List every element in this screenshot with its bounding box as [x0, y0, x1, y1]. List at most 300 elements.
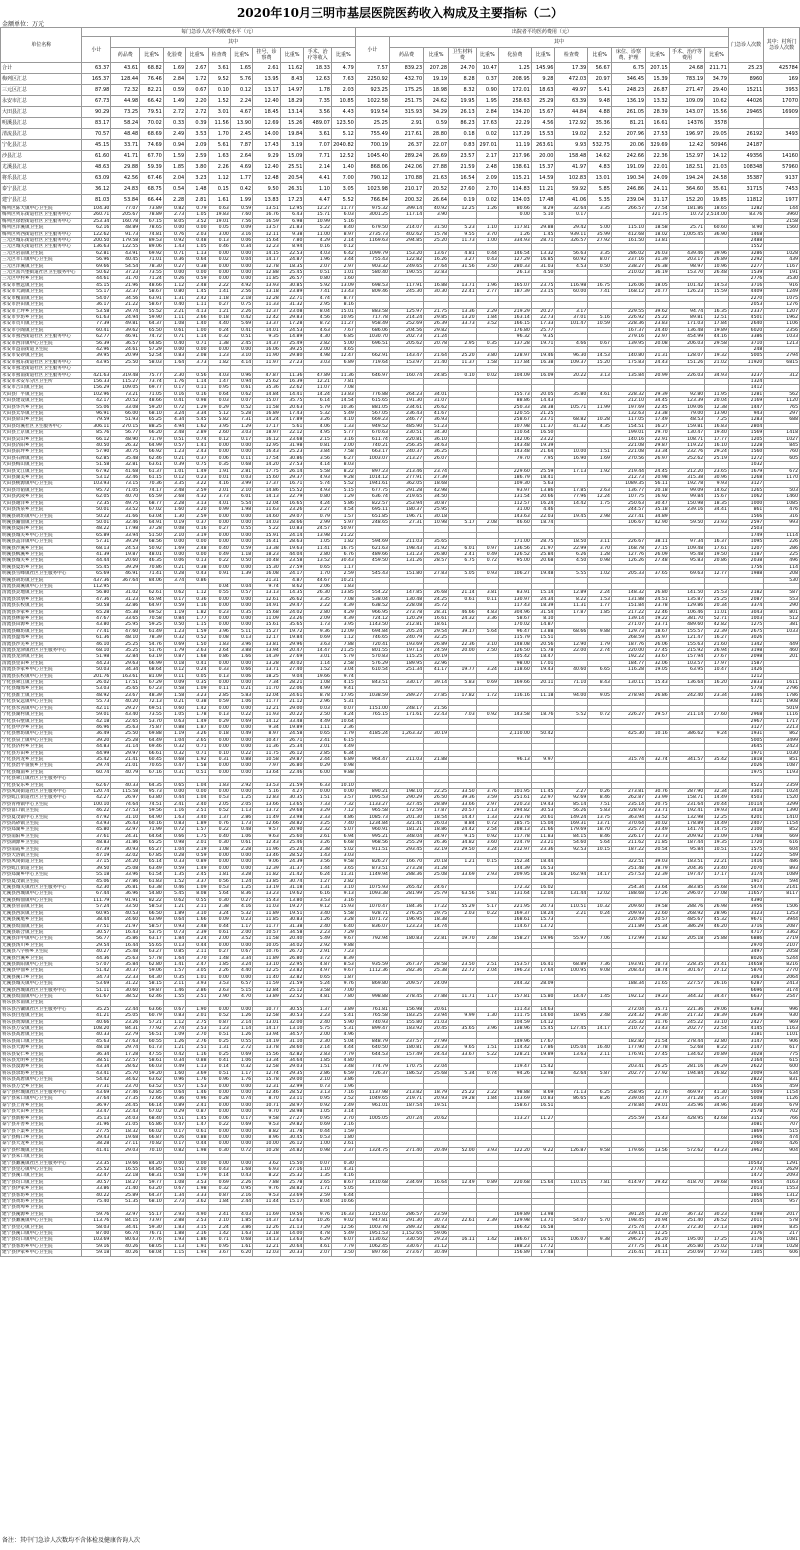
value-cell: 273.78: [389, 609, 423, 615]
value-cell: 2.52: [588, 129, 612, 140]
value-cell: 192.41: [669, 808, 704, 814]
value-cell: 27.45: [646, 1051, 670, 1057]
value-cell: 6637: [728, 993, 763, 999]
value-cell: 18.26: [531, 872, 555, 878]
value-cell: 688: [764, 417, 800, 423]
value-cell: 7.33: [304, 801, 332, 807]
value-cell: 9.06: [253, 859, 281, 865]
value-cell: 48.48: [111, 129, 140, 140]
value-cell: 344.32: [669, 993, 704, 999]
value-cell: 213.46: [389, 468, 423, 474]
value-cell: 195.00: [669, 1237, 704, 1243]
value-cell: 14.19: [253, 1038, 281, 1044]
value-cell: 33.48: [280, 718, 304, 724]
value-cell: 11.85: [253, 917, 281, 923]
value-cell: 1.40: [331, 162, 355, 173]
value-cell: 18.79: [424, 1090, 449, 1096]
value-cell: 28.82: [280, 821, 304, 827]
value-cell: 5.64: [588, 840, 612, 846]
value-cell: 26.80: [424, 551, 449, 557]
value-cell: 19.84: [280, 635, 304, 641]
header-out-col: 检查费: [208, 48, 230, 63]
value-cell: 60.79: [140, 1013, 164, 1019]
value-cell: 18.38: [424, 917, 449, 923]
value-cell: 8.82: [253, 1128, 281, 1134]
value-cell: 0.76: [208, 821, 230, 827]
value-cell: 1.25: [498, 63, 531, 74]
value-cell: 77.07: [111, 206, 140, 212]
value-cell: 2.51: [186, 1045, 208, 1051]
value-cell: 0.00: [230, 1160, 252, 1166]
value-cell: 13.10: [253, 961, 281, 967]
value-cell: 18.33: [304, 63, 332, 74]
value-cell: 14.47: [304, 648, 332, 654]
value-cell: 12.51: [705, 314, 729, 320]
value-cell: 476: [764, 507, 800, 513]
value-cell: 4.87: [304, 961, 332, 967]
value-cell: 0.81: [304, 443, 332, 449]
value-cell: 1.26: [304, 917, 332, 923]
value-cell: 20.05: [531, 391, 555, 397]
value-cell: 5.16: [588, 314, 612, 320]
value-cell: 5244: [764, 955, 800, 961]
value-cell: 14376: [669, 118, 704, 129]
value-cell: 258.63: [498, 96, 531, 107]
value-cell: 226: [764, 539, 800, 545]
value-cell: 215.92: [669, 648, 704, 654]
value-cell: 765: [764, 404, 800, 410]
value-cell: 128.44: [111, 74, 140, 85]
value-cell: 1.98: [186, 1147, 208, 1153]
page-title: 2020年10月三明市基层医院医药收入构成及主要指标（二）: [236, 6, 564, 20]
value-cell: 21.54: [646, 1038, 670, 1044]
value-cell: 3493: [764, 129, 800, 140]
value-cell: 15.51: [531, 635, 555, 641]
value-cell: 19.43: [531, 667, 555, 673]
value-cell: 28.38: [531, 404, 555, 410]
value-cell: 20.64: [280, 1243, 304, 1249]
value-cell: 1.18: [208, 295, 230, 301]
value-cell: 23.93: [705, 519, 729, 525]
value-cell: 9.67: [331, 968, 355, 974]
value-cell: 21.01: [111, 763, 140, 769]
value-cell: 25.22: [449, 1090, 477, 1096]
value-cell: 18.44: [531, 859, 555, 865]
value-cell: 1022.58: [355, 96, 389, 107]
value-cell: 26.69: [424, 151, 449, 162]
value-cell: 131.23: [389, 551, 423, 557]
value-cell: 71.01: [140, 257, 164, 263]
value-cell: 0.80: [304, 494, 332, 500]
value-cell: 0.93: [163, 923, 185, 929]
value-cell: 35.42: [705, 756, 729, 762]
value-cell: 17.87: [424, 808, 449, 814]
value-cell: 321.75: [646, 212, 670, 218]
value-cell: 43.41: [82, 1070, 111, 1076]
value-cell: 181.21: [389, 827, 423, 833]
value-cell: 6.33: [304, 782, 332, 788]
value-cell: 50.58: [82, 603, 111, 609]
value-cell: 27.45: [646, 648, 670, 654]
value-cell: 201.76: [82, 673, 111, 679]
value-cell: 16.51: [531, 1102, 555, 1108]
value-cell: 3578: [705, 118, 729, 129]
value-cell: 3.34: [186, 411, 208, 417]
value-cell: 2.56: [230, 289, 252, 295]
value-cell: 68.75: [140, 184, 164, 195]
value-cell: 221.95: [498, 904, 531, 910]
value-cell: 2796: [764, 686, 800, 692]
value-cell: 1506: [764, 904, 800, 910]
value-cell: 112.95: [82, 583, 111, 589]
value-cell: 211.14: [669, 712, 704, 718]
value-cell: 3.58: [304, 987, 332, 993]
value-cell: 265.80: [669, 1243, 704, 1249]
value-cell: 30.43: [331, 558, 355, 564]
value-cell: 485.67: [669, 917, 704, 923]
value-cell: 17.85: [555, 487, 588, 493]
unit-name-cell: 沙县青州镇中心卫生院: [1, 801, 82, 807]
value-cell: 7.31: [230, 417, 252, 423]
value-cell: 30.02: [646, 821, 670, 827]
value-cell: 0.41: [230, 327, 252, 333]
value-cell: 0.00: [230, 564, 252, 570]
value-cell: 48.89: [111, 225, 140, 231]
value-cell: 143.47: [389, 353, 423, 359]
value-cell: 18.95: [555, 1013, 588, 1019]
value-cell: 29.06: [705, 1006, 729, 1012]
value-cell: 1.58: [186, 763, 208, 769]
value-cell: 4503: [728, 795, 763, 801]
value-cell: 2.72: [163, 107, 185, 118]
value-cell: 851: [764, 756, 800, 762]
value-cell: 2.36: [331, 724, 355, 730]
value-cell: 40.33: [111, 782, 140, 788]
value-cell: 10.28: [253, 1147, 281, 1153]
value-cell: 94.74: [669, 308, 704, 314]
value-cell: 24.82: [280, 1147, 304, 1153]
value-cell: 312: [764, 372, 800, 378]
value-cell: 33.10: [705, 1019, 729, 1025]
value-cell: 6.03: [331, 212, 355, 218]
value-cell: 3.13: [588, 372, 612, 378]
value-cell: 47.67: [82, 616, 111, 622]
value-cell: 2503: [728, 526, 763, 532]
value-cell: 60.16: [140, 821, 164, 827]
value-cell: 72.32: [111, 85, 140, 96]
value-cell: 16.50: [531, 430, 555, 436]
value-cell: 64.85: [140, 1166, 164, 1172]
value-cell: 31.56: [449, 263, 477, 269]
value-cell: 0.58: [163, 1173, 185, 1179]
value-cell: 20.68: [531, 558, 555, 564]
value-cell: 9.28: [531, 74, 555, 85]
value-cell: 4.93: [304, 487, 332, 493]
value-cell: 18.29: [280, 96, 304, 107]
value-cell: 0.00: [230, 788, 252, 794]
unit-name-cell: 清流县沙芜乡卫生院: [1, 641, 82, 647]
value-cell: 25.77: [531, 327, 555, 333]
value-cell: 19.46: [531, 353, 555, 359]
value-cell: 6.93: [253, 1166, 281, 1172]
value-cell: 31.23: [111, 596, 140, 602]
value-cell: 0.51: [304, 270, 332, 276]
value-cell: 9.29: [253, 151, 281, 162]
value-cell: 43.40: [111, 712, 140, 718]
value-cell: 554.22: [355, 590, 389, 596]
value-cell: 11920: [728, 359, 763, 365]
value-cell: 0.00: [230, 769, 252, 775]
value-cell: 24.32: [449, 616, 477, 622]
unit-name-cell: 沙县夏茂镇卫生院: [1, 878, 82, 884]
value-cell: 19.71: [531, 340, 555, 346]
value-cell: 26.12: [280, 750, 304, 756]
value-cell: 20.94: [646, 1218, 670, 1224]
value-cell: 239.11: [611, 1231, 645, 1237]
unit-name-cell: 永安市燕东街道社区卫生服务中心: [1, 359, 82, 365]
value-cell: 56.11: [646, 481, 670, 487]
value-cell: 73.89: [140, 206, 164, 212]
value-cell: 211.03: [389, 756, 423, 762]
value-cell: 69.52: [140, 609, 164, 615]
value-cell: 2040.82: [331, 140, 355, 151]
value-cell: 61.73: [140, 1045, 164, 1051]
value-cell: 35.25: [82, 1006, 111, 1012]
value-cell: 3960: [764, 212, 800, 218]
value-cell: 33.96: [111, 872, 140, 878]
value-cell: 1.79: [588, 641, 612, 647]
value-cell: 29.27: [111, 705, 140, 711]
value-cell: 235.32: [611, 1019, 645, 1025]
value-cell: 156.33: [82, 378, 111, 384]
value-cell: 3.59: [476, 795, 498, 801]
value-cell: 169.37: [498, 910, 531, 916]
value-cell: 14.89: [280, 334, 304, 340]
value-cell: 14.47: [555, 993, 588, 999]
value-cell: 2.38: [208, 904, 230, 910]
value-cell: 87.00: [82, 1231, 111, 1237]
value-cell: 55.17: [82, 289, 111, 295]
value-cell: 0.86: [186, 577, 208, 583]
value-cell: 111.43: [498, 1006, 531, 1012]
value-cell: 0.10: [208, 750, 230, 756]
value-cell: 20.11: [531, 680, 555, 686]
value-cell: 903.32: [355, 263, 389, 269]
value-cell: 7.29: [304, 1224, 332, 1230]
value-cell: 669.23: [355, 417, 389, 423]
value-cell: 0.53: [304, 1134, 332, 1140]
value-cell: 209.92: [669, 833, 704, 839]
value-cell: 25.59: [531, 468, 555, 474]
value-cell: 3127: [728, 724, 763, 730]
value-cell: 15.09: [280, 151, 304, 162]
value-cell: 1569: [728, 430, 763, 436]
value-cell: 28.82: [280, 1186, 304, 1192]
value-cell: 18.54: [424, 814, 449, 820]
value-cell: 64.37: [140, 1192, 164, 1198]
value-cell: 0.08: [208, 635, 230, 641]
value-cell: 38.51: [82, 1058, 111, 1064]
value-cell: 570.83: [355, 654, 389, 660]
value-cell: 3.27: [449, 257, 477, 263]
value-cell: 8.08: [186, 891, 208, 897]
header-outpatient-group: 每门急诊人次平均收费水平（元）: [82, 28, 355, 37]
value-cell: 61.36: [82, 635, 111, 641]
unit-name-cell: 将乐县漠源乡卫生院: [1, 1064, 82, 1070]
value-cell: 23.21: [531, 840, 555, 846]
value-cell: 0.64: [208, 391, 230, 397]
value-cell: 0.00: [208, 513, 230, 519]
value-cell: 1.42: [186, 705, 208, 711]
value-cell: 30.19: [424, 731, 449, 737]
unit-name-cell: 永安市燕西街道社区卫生服务中心: [1, 334, 82, 340]
value-cell: 0.39: [186, 118, 208, 129]
value-cell: 421.63: [82, 372, 111, 378]
value-cell: 1.15: [186, 622, 208, 628]
value-cell: 0.06: [208, 455, 230, 461]
value-cell: 217.32: [669, 1013, 704, 1019]
value-cell: 71.99: [140, 827, 164, 833]
value-cell: 5.10: [531, 212, 555, 218]
value-cell: 86.23: [449, 118, 477, 129]
value-cell: 2.61: [253, 63, 281, 74]
value-cell: 13.19: [253, 885, 281, 891]
value-cell: 7.97: [253, 763, 281, 769]
value-cell: 11.82: [253, 872, 281, 878]
value-cell: 21.22: [111, 302, 140, 308]
value-cell: 12.58: [253, 1064, 281, 1070]
value-cell: 150.98: [669, 500, 704, 506]
value-cell: 1.82: [208, 359, 230, 365]
value-cell: 1.12: [186, 590, 208, 596]
value-cell: 221.08: [611, 449, 645, 455]
value-cell: 61.54: [140, 872, 164, 878]
value-cell: 0.24: [588, 910, 612, 916]
value-cell: 115.25: [389, 654, 423, 660]
value-cell: 0.00: [208, 744, 230, 750]
value-cell: 19.27: [280, 904, 304, 910]
value-cell: 3.10: [476, 641, 498, 647]
value-cell: 3.29: [304, 808, 332, 814]
value-cell: 29.80: [280, 353, 304, 359]
value-cell: 103.93: [82, 481, 111, 487]
value-cell: 30.85: [280, 282, 304, 288]
value-cell: 1265: [728, 487, 763, 493]
value-cell: 41.39: [82, 551, 111, 557]
value-cell: 9.36: [304, 628, 332, 634]
value-cell: 168.61: [498, 917, 531, 923]
value-cell: 0.00: [230, 449, 252, 455]
value-cell: 40.92: [424, 206, 449, 212]
value-cell: 29.00: [280, 705, 304, 711]
value-cell: 0.59: [230, 545, 252, 551]
value-cell: 42.30: [82, 885, 111, 891]
value-cell: 12.25: [646, 1231, 670, 1237]
value-cell: 0.95: [208, 1243, 230, 1249]
value-cell: 1.34: [163, 1192, 185, 1198]
value-cell: 2.14: [331, 238, 355, 244]
value-cell: 23.65: [705, 468, 729, 474]
value-cell: 3147: [728, 1038, 763, 1044]
value-cell: 20.62: [424, 1115, 449, 1121]
value-cell: 1.84: [208, 1198, 230, 1204]
value-cell: 13.90: [230, 118, 252, 129]
value-cell: 4.13: [186, 308, 208, 314]
value-cell: 2.80: [304, 551, 332, 557]
value-cell: 26.32: [111, 443, 140, 449]
value-cell: 52.71: [705, 616, 729, 622]
value-cell: 0.69: [230, 718, 252, 724]
value-cell: 960.91: [355, 827, 389, 833]
value-cell: 425.30: [611, 731, 645, 737]
value-cell: 0.59: [163, 85, 185, 96]
value-cell: 7.08: [331, 596, 355, 602]
value-cell: 3716: [728, 923, 763, 929]
unit-name-cell: 建宁县伊家乡中心卫生院: [1, 1250, 82, 1256]
unit-name-cell: 尤溪县坂面镇卫生院: [1, 923, 82, 929]
value-cell: 181.86: [669, 206, 704, 212]
value-cell: 469.97: [669, 1090, 704, 1096]
value-cell: 13.13: [253, 590, 281, 596]
value-cell: 2250.92: [355, 74, 389, 85]
value-cell: 16.39: [280, 378, 304, 384]
value-cell: 0.50: [163, 622, 185, 628]
value-cell: 166.15: [498, 321, 531, 327]
value-cell: 0.25: [208, 1038, 230, 1044]
value-cell: 127.76: [611, 551, 645, 557]
value-cell: 94.26: [498, 1070, 531, 1076]
value-cell: 4198: [728, 1211, 763, 1217]
value-cell: 5.07: [331, 827, 355, 833]
value-cell: 115.10: [611, 225, 645, 231]
value-cell: 6.85: [331, 334, 355, 340]
value-cell: 74.81: [140, 231, 164, 237]
value-cell: 31.37: [280, 865, 304, 871]
unit-name-cell: 尤溪县坂面镇中心卫生院: [1, 993, 82, 999]
value-cell: 92.80: [669, 391, 704, 397]
value-cell: 57.29: [140, 346, 164, 352]
value-cell: 18.27: [111, 1179, 140, 1185]
value-cell: 2.27: [304, 507, 332, 513]
value-cell: 0.00: [230, 1090, 252, 1096]
value-cell: 20.22: [280, 712, 304, 718]
unit-name-cell: 永安市罗坊乡卫生院: [1, 314, 82, 320]
value-cell: 1.84: [163, 936, 185, 942]
value-cell: 0.21: [230, 686, 252, 692]
header-village-visits: 其中：村所门急诊人次数: [764, 28, 800, 63]
unit-name-cell: 清流县龙津镇卫生院: [1, 654, 82, 660]
value-cell: 1028: [764, 250, 800, 256]
value-cell: 4.50: [555, 558, 588, 564]
value-cell: 159.81: [669, 423, 704, 429]
value-cell: 3299: [764, 801, 800, 807]
value-cell: 255.29: [389, 840, 423, 846]
value-cell: 0.38: [186, 263, 208, 269]
value-cell: 258.95: [611, 1090, 645, 1096]
value-cell: 106.67: [611, 519, 645, 525]
value-cell: 2.85: [208, 692, 230, 698]
value-cell: 3962: [728, 1147, 763, 1153]
value-cell: 143.48: [498, 443, 531, 449]
value-cell: 3.76: [476, 788, 498, 794]
value-cell: 28.39: [705, 1013, 729, 1019]
value-cell: 15.68: [253, 609, 281, 615]
value-cell: 61.83: [140, 878, 164, 884]
value-cell: 48.66: [140, 398, 164, 404]
value-cell: 6.57: [230, 981, 252, 987]
value-cell: 4.15: [331, 680, 355, 686]
value-cell: 9.12: [304, 904, 332, 910]
